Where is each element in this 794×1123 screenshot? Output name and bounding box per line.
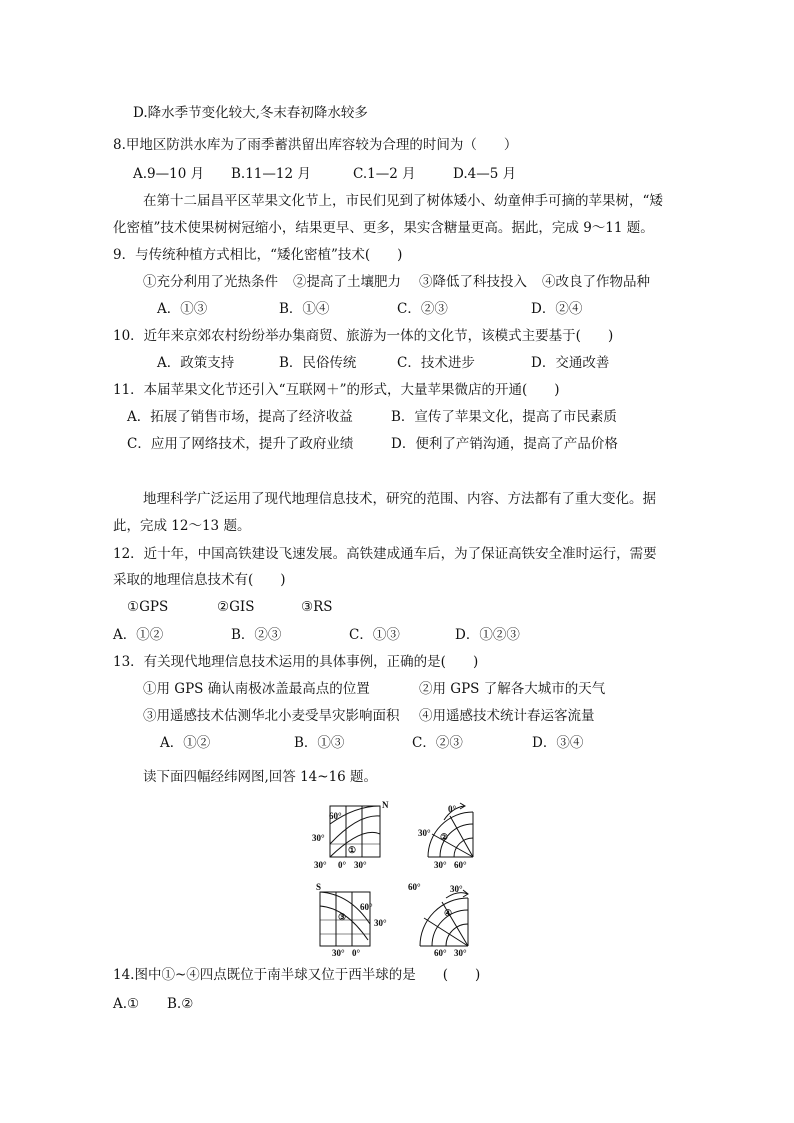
option-c: C．技术进步 <box>397 355 475 371</box>
graticule-map-4 <box>406 880 490 960</box>
lat-label-30: 30° <box>374 918 387 928</box>
item-4: ④用遥感技术统计春运客流量 <box>419 708 595 724</box>
q12-stem-line-2: 采取的地理信息技术有( ) <box>113 572 286 588</box>
option-b: B．②③ <box>231 627 282 643</box>
lat-label-60: 60° <box>408 882 421 892</box>
lon-label-3: 30° <box>354 860 367 870</box>
item-3: ③RS <box>301 599 333 615</box>
lat-label-60: 60° <box>360 902 373 912</box>
item-2: ②GIS <box>217 599 255 615</box>
passage-maps: 读下面四幅经纬网图,回答 14~16 题。 <box>143 769 378 785</box>
option-d: D．便利了产销沟通，提高了产品价格 <box>391 436 618 452</box>
lat-label-0: 0° <box>448 804 457 814</box>
option-a: A．①③ <box>157 301 208 317</box>
lon-label-1: 30° <box>314 860 327 870</box>
q13-items-row-2 <box>143 707 595 725</box>
graticule-map-3 <box>310 880 390 960</box>
option-c: C．②③ <box>397 301 448 317</box>
option-a: A.9—10 月 <box>133 166 205 182</box>
option-b: B．①④ <box>279 301 330 317</box>
pole-label: N <box>382 800 389 810</box>
lon-label-2: 30° <box>454 948 467 958</box>
q11-stem: 11．本届苹果文化节还引入“互联网＋”的形式，大量苹果微店的开通( ) <box>113 382 560 398</box>
q9-items <box>143 273 650 291</box>
lon-label-1: 30° <box>434 860 447 870</box>
item-4: ④改良了作物品种 <box>542 274 650 290</box>
q8-stem: 8.甲地区防洪水库为了雨季蓄洪留出库容较为合理的时间为（ ） <box>113 137 518 153</box>
lat-label-30: 30° <box>312 833 325 843</box>
point-4-label: ④ <box>444 908 453 918</box>
option-c: C.1—2 月 <box>353 166 416 182</box>
lon-label-1: 30° <box>332 948 345 958</box>
option-b: B．①③ <box>294 735 345 751</box>
lat-label-30: 30° <box>450 884 463 894</box>
option-b: B.② <box>167 996 194 1012</box>
q12-items <box>127 598 333 616</box>
lon-label-2: 0° <box>352 948 361 958</box>
option-b: B．民俗传统 <box>279 355 357 371</box>
option-c: C．应用了网络技术，提升了政府业绩 <box>127 436 354 452</box>
option-c: C．①③ <box>349 627 400 643</box>
item-3: ③用遥感技术估测华北小麦受旱灾影响面积 <box>143 708 400 724</box>
option-d: D．交通改善 <box>531 355 610 371</box>
q10-stem: 10．近年来京郊农村纷纷举办集商贸、旅游为一体的文化节，该模式主要基于( ) <box>113 328 614 344</box>
passage-apple-line-1: 在第十二届昌平区苹果文化节上，市民们见到了树体矮小、幼童伸手可摘的苹果树，“矮 <box>143 193 663 209</box>
passage-geo-line-2: 此，完成 12～13 题。 <box>113 518 251 534</box>
option-a: A．①② <box>160 735 211 751</box>
q13-items-row-1 <box>143 680 605 698</box>
item-1: ①充分利用了光热条件 <box>143 274 278 290</box>
option-a: A．政策支持 <box>157 355 235 371</box>
point-1-label: ① <box>348 845 357 855</box>
option-d: D．①②③ <box>455 627 520 643</box>
option-c: C．②③ <box>412 735 463 751</box>
option-a: A．①② <box>113 627 164 643</box>
option-a: A．拓展了销售市场，提高了经济收益 <box>127 409 353 425</box>
q10-options <box>157 354 609 372</box>
lon-label-2: 0° <box>338 860 347 870</box>
passage-geo-line-1: 地理科学广泛运用了现代地理信息技术，研究的范围、内容、方法都有了重大变化。据 <box>143 491 656 507</box>
item-3: ③降低了科技投入 <box>419 274 527 290</box>
q14-stem: 14.图中①~④四点既位于南半球又位于西半球的是 ( ) <box>113 967 481 983</box>
q12-options <box>113 626 520 644</box>
lon-label-1: 60° <box>434 948 447 958</box>
q14-options <box>113 995 193 1013</box>
pole-label: S <box>316 882 322 892</box>
option-d: D.4—5 月 <box>453 166 517 182</box>
q9-options <box>157 300 582 318</box>
graticule-map-1 <box>310 798 390 874</box>
item-2: ②提高了土壤肥力 <box>293 274 401 290</box>
q11-options-row-2 <box>127 435 618 453</box>
q11-options-row-1 <box>127 408 617 426</box>
item-1: ①用 GPS 确认南极冰盖最高点的位置 <box>143 681 370 697</box>
option-d: D．③④ <box>532 735 584 751</box>
option-b: B．宣传了苹果文化，提高了市民素质 <box>391 409 617 425</box>
q9-stem: 9．与传统种植方式相比，“矮化密植”技术( ) <box>113 247 403 263</box>
item-2: ②用 GPS 了解各大城市的天气 <box>419 681 606 697</box>
q13-options <box>160 734 583 752</box>
q13-stem: 13．有关现代地理信息技术运用的具体事例，正确的是( ) <box>113 654 479 670</box>
option-a: A.① <box>113 996 140 1012</box>
option-d: D．②④ <box>531 301 583 317</box>
lat-label-60: 60° <box>329 811 342 821</box>
q7-option-d: D.降水季节变化较大,冬末春初降水较多 <box>133 105 368 121</box>
lon-label-2: 60° <box>454 860 467 870</box>
option-b: B.11—12 月 <box>231 166 311 182</box>
item-1: ①GPS <box>127 599 169 615</box>
point-2-label: ② <box>440 832 449 842</box>
q8-options <box>133 165 516 183</box>
q12-stem-line-1: 12．近十年，中国高铁建设飞速发展。高铁建成通车后，为了保证高铁安全准时运行，需要 <box>113 546 657 562</box>
lat-label-30: 30° <box>418 828 431 838</box>
point-3-label: ③ <box>338 912 347 922</box>
passage-apple-line-2: 化密植”技术使果树树冠缩小，结果更早、更多，果实含糖量更高。据此，完成 9～11 题。 <box>113 220 654 236</box>
graticule-map-2 <box>414 798 490 874</box>
